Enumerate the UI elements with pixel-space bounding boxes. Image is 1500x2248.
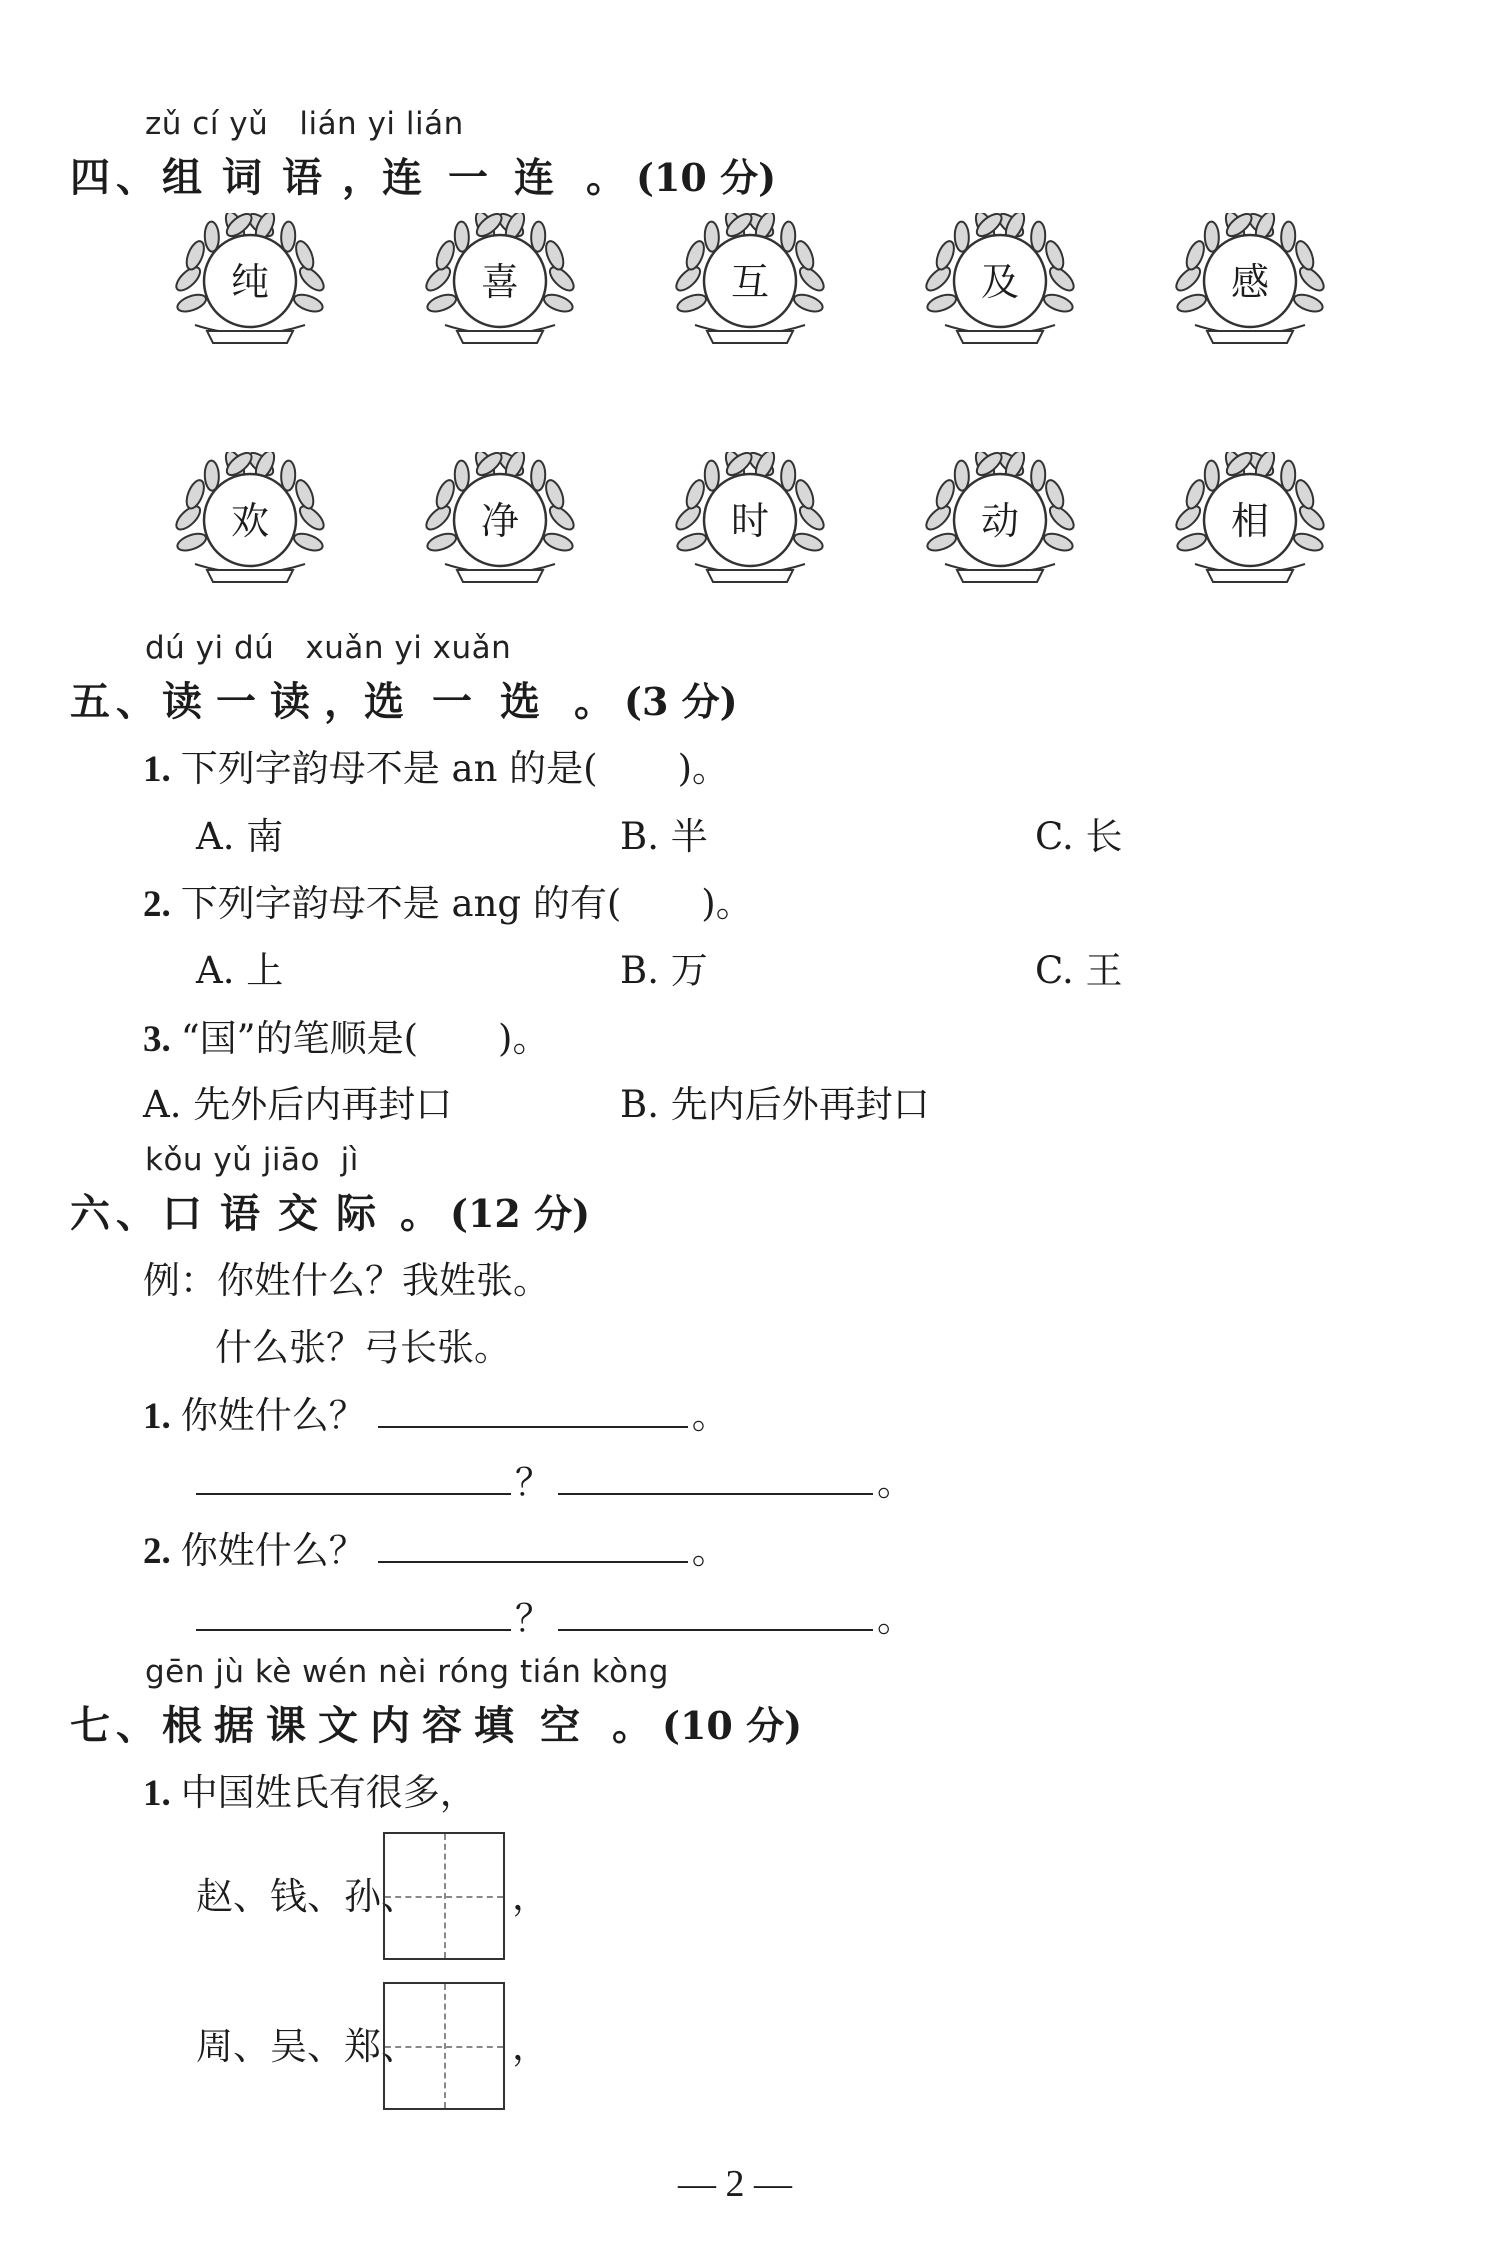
section7-score: (10 分) bbox=[662, 1703, 803, 1748]
character-wreath-1-4[interactable] bbox=[905, 213, 1095, 353]
s5-q1-number: 1. bbox=[143, 749, 171, 790]
s7-q1 bbox=[143, 1762, 477, 1816]
s5-q2-option-b: B. 万 bbox=[620, 949, 708, 992]
s6-q1-reply-blank[interactable] bbox=[558, 1459, 873, 1495]
s5-q1-option-c: C. 长 bbox=[1035, 815, 1123, 858]
s5-q3-end: )。 bbox=[498, 1017, 550, 1060]
character-wreath-1-3[interactable] bbox=[655, 213, 845, 353]
s6-q1-end: 。 bbox=[691, 1394, 729, 1437]
s5-q1-option-a: A. 南 bbox=[196, 815, 284, 858]
section7-dot: 。 bbox=[612, 1702, 652, 1749]
wreath-character: 喜 bbox=[480, 260, 520, 304]
s6-q2-question-blank[interactable] bbox=[196, 1595, 511, 1631]
section4-pinyin: zǔ cí yǔ lián yi lián bbox=[145, 106, 464, 142]
s6-q2-end: 。 bbox=[691, 1529, 729, 1572]
s6-q2-text: 你姓什么？ bbox=[180, 1529, 366, 1572]
s6-q1-line2-end: 。 bbox=[877, 1461, 914, 1504]
s6-q1-text: 你姓什么？ bbox=[180, 1394, 366, 1437]
s5-q3-option-a: A. 先外后内再封口 bbox=[143, 1083, 453, 1126]
s6-q1-number: 1. bbox=[143, 1396, 171, 1437]
s6-q1-question-blank[interactable] bbox=[196, 1459, 511, 1495]
section5-title2: 选一选 bbox=[364, 678, 568, 725]
s6-q2 bbox=[143, 1520, 729, 1574]
s5-q2-option-a: A. 上 bbox=[196, 949, 284, 992]
s6-q2-number: 2. bbox=[143, 1531, 171, 1572]
section5-score: (3 分) bbox=[624, 679, 738, 724]
section4-score: (10 分) bbox=[636, 155, 777, 200]
section6-heading bbox=[70, 1182, 590, 1239]
s6-q2-answer-blank[interactable] bbox=[378, 1527, 688, 1563]
section5-title: 读一读 bbox=[162, 678, 324, 725]
wreath-character: 及 bbox=[980, 260, 1020, 304]
section4-title: 组词语 bbox=[162, 154, 342, 201]
section7-heading bbox=[70, 1694, 802, 1751]
section5-number: 五、 bbox=[70, 678, 162, 725]
section4-title2: 连一连 bbox=[382, 154, 580, 201]
s7-line2-text: 周、吴、郑、 bbox=[196, 2025, 418, 2068]
s7-q1-number: 1. bbox=[143, 1773, 171, 1814]
s5-q1-end: )。 bbox=[677, 747, 730, 790]
s5-q3-option-b: B. 先内后外再封口 bbox=[620, 1083, 930, 1126]
section5-heading bbox=[70, 670, 738, 727]
section5-comma: ， bbox=[324, 678, 364, 725]
section5-dot: 。 bbox=[574, 678, 614, 725]
s5-q3-text: “国”的笔顺是( bbox=[180, 1017, 419, 1060]
section6-score: (12 分) bbox=[450, 1191, 591, 1236]
s5-q3 bbox=[143, 1008, 549, 1062]
character-wreath-2-4[interactable] bbox=[905, 452, 1095, 592]
s6-q1-answer-blank[interactable] bbox=[378, 1392, 688, 1428]
s6-q1 bbox=[143, 1385, 729, 1439]
section4-dot: 。 bbox=[586, 154, 626, 201]
s6-q2-reply-blank[interactable] bbox=[558, 1595, 873, 1631]
wreath-character: 纯 bbox=[230, 260, 270, 304]
s7-line1-text: 赵、钱、孙、 bbox=[196, 1875, 418, 1918]
s7-q1-text: 中国姓氏有很多， bbox=[180, 1771, 477, 1814]
s7-line1-comma: ， bbox=[512, 1875, 549, 1918]
s5-q2 bbox=[143, 873, 753, 927]
page-number: — 2 — bbox=[678, 2163, 792, 2205]
s7-writing-grid-1[interactable] bbox=[383, 1832, 505, 1960]
section4-comma: ， bbox=[342, 154, 382, 201]
s5-q2-text: 下列字韵母不是 ang 的有( bbox=[180, 882, 622, 925]
section6-dot: 。 bbox=[400, 1190, 440, 1237]
section7-number: 七、 bbox=[70, 1702, 162, 1749]
s6-example-2: 什么张？弓长张。 bbox=[215, 1326, 511, 1369]
s6-q1-line2 bbox=[196, 1452, 914, 1506]
wreath-character: 感 bbox=[1230, 260, 1270, 304]
section5-pinyin: dú yi dú xuǎn yi xuǎn bbox=[145, 630, 512, 666]
section6-title: 口语交际 bbox=[162, 1190, 394, 1237]
character-wreath-2-5[interactable] bbox=[1155, 452, 1345, 592]
s5-q2-number: 2. bbox=[143, 884, 171, 925]
section4-heading bbox=[70, 146, 776, 203]
character-wreath-1-1[interactable] bbox=[155, 213, 345, 353]
character-wreath-2-2[interactable] bbox=[405, 452, 595, 592]
s5-q1-option-b: B. 半 bbox=[620, 815, 708, 858]
section7-title: 根据课文内容 bbox=[162, 1702, 474, 1749]
section6-number: 六、 bbox=[70, 1190, 162, 1237]
wreath-character: 相 bbox=[1230, 499, 1270, 543]
s5-q1 bbox=[143, 738, 729, 792]
s5-q3-number: 3. bbox=[143, 1019, 171, 1060]
s6-example-1: 例：你姓什么？我姓张。 bbox=[143, 1259, 550, 1302]
wreath-character: 动 bbox=[980, 499, 1020, 543]
section6-pinyin: kǒu yǔ jiāo jì bbox=[145, 1142, 359, 1178]
section7-pinyin: gēn jù kè wén nèi róng tián kòng bbox=[145, 1654, 669, 1690]
wreath-character: 互 bbox=[730, 260, 770, 304]
s6-q1-qmark: ？ bbox=[515, 1461, 552, 1504]
s6-q2-qmark: ？ bbox=[515, 1597, 552, 1640]
character-wreath-2-3[interactable] bbox=[655, 452, 845, 592]
wreath-character: 净 bbox=[480, 499, 520, 543]
character-wreath-1-2[interactable] bbox=[405, 213, 595, 353]
s5-q2-option-c: C. 王 bbox=[1035, 949, 1123, 992]
section7-title2: 填空 bbox=[474, 1702, 606, 1749]
s5-q2-end: )。 bbox=[701, 882, 753, 925]
character-wreath-1-5[interactable] bbox=[1155, 213, 1345, 353]
wreath-character: 欢 bbox=[230, 499, 270, 543]
section4-number: 四、 bbox=[70, 154, 162, 201]
s7-writing-grid-2[interactable] bbox=[383, 1982, 505, 2110]
s6-q2-line2 bbox=[196, 1588, 914, 1642]
character-wreath-2-1[interactable] bbox=[155, 452, 345, 592]
s7-line2-comma: ， bbox=[512, 2025, 549, 2068]
s5-q1-text: 下列字韵母不是 an 的是( bbox=[180, 747, 598, 790]
s6-q2-line2-end: 。 bbox=[877, 1597, 914, 1640]
wreath-character: 时 bbox=[730, 499, 770, 543]
